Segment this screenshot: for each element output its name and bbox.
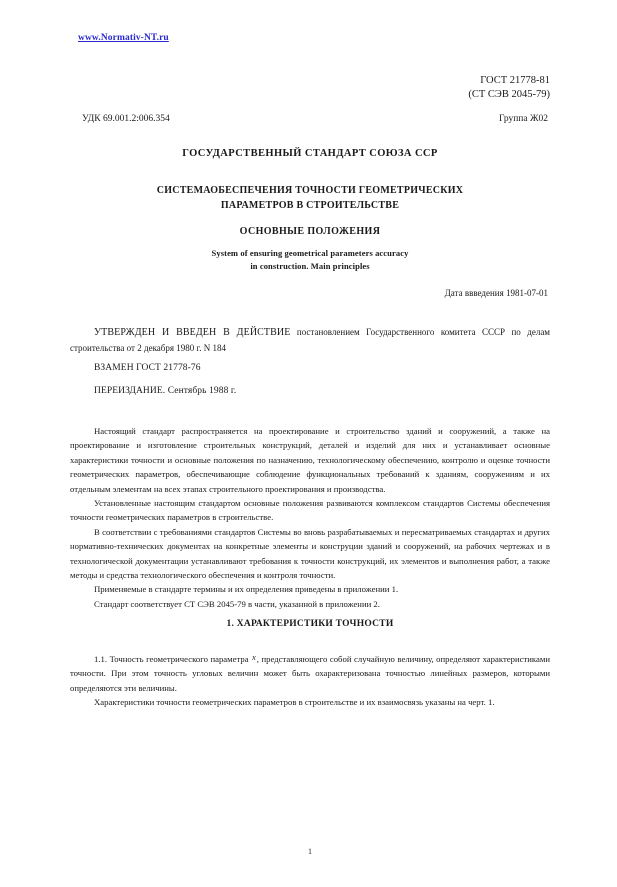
standard-equivalent: (СТ СЭВ 2045-79) [468, 88, 550, 100]
state-standard-heading: ГОСУДАРСТВЕННЫЙ СТАНДАРТ СОЮЗА ССР [182, 148, 438, 159]
section-heading: 1. ХАРАКТЕРИСТИКИ ТОЧНОСТИ [226, 619, 394, 629]
math-variable-x: x [252, 653, 256, 662]
udk-code: УДК 69.001.2:006.354 [82, 114, 170, 124]
approval-caps-lead: УТВЕРЖДЕН И ВВЕДЕН В ДЕЙСТВИЕ [94, 327, 291, 338]
page-subtitle: ОСНОВНЫЕ ПОЛОЖЕНИЯ [239, 226, 381, 237]
udk-group-row [82, 113, 550, 125]
page-content-area [70, 0, 550, 887]
clause-1-1-paragraph [70, 651, 550, 695]
replaces-note: ВЗАМЕН ГОСТ 21778-76 [94, 363, 201, 373]
english-title [70, 247, 550, 272]
standard-designation-block [468, 74, 550, 101]
date-of-introduction: Дата ввведения 1981-07-01 [444, 288, 548, 298]
body-paragraph: Применяемые в стандарте термины и их определения приведены в приложении 1. [94, 584, 399, 595]
approval-rest: постановлением Государственного комитета СССР по делам строительства от 2 декабря 1980 г. N 184 [70, 327, 551, 353]
reissue-note: ПЕРЕИЗДАНИЕ. Сентябрь 1988 г. [94, 386, 237, 396]
group-code: Группа Ж02 [498, 114, 548, 124]
english-title-line-1: System of ensuring geometrical parameters accuracy [211, 248, 409, 258]
page-number: 1 [307, 846, 313, 856]
clause-1-1-text-after: , представляющего собой случайную величину, определяют характеристиками точности. При этом точность угловых величин может быть охарактеризована точностью линейных размеров, которыми определяются эти величины. [70, 654, 551, 693]
approval-paragraph [70, 325, 550, 355]
body-paragraph: Установленные настоящим стандартом основные положения развиваются комплексом стандартов Системы обеспечения точности геометрических параметров в строительстве. [70, 498, 550, 523]
body-paragraph: Настоящий стандарт распространяется на проектирование и строительство зданий и сооружений, а также на проектирование и изготовление строительных конструкций, деталей и изделий для них и устанавливает основные характеристики точности и основные положения по назначению, технологическому обеспечению, контролю и оценке точности геометрических параметров, обеспечивающие соблюдение функциональных требований к зданиям, сооружениям и их отдельным элементам на всех этапах строительного проектирования и производства. [70, 426, 550, 494]
body-paragraph: Стандарт соответствует СТ СЭВ 2045-79 в части, указанной в приложении 2. [94, 598, 380, 609]
standard-number: ГОСТ 21778-81 [480, 75, 550, 86]
intro-body [70, 424, 550, 611]
body-paragraph: В соответствии с требованиями стандартов Системы во вновь разрабатываемых и пересматриваемых стандартах и других нормативно-технических документах на конкретные элементы и конструции зданий и сооружений, на рабочих чертежах и в технологической документации устанавливают требования к точности конструкций, их элементов и выполнения работ, а также методы и средства технологического обеспечения и контроля точности. [70, 526, 550, 581]
page-title-line-2: ПАРАМЕТРОВ В СТРОИТЕЛЬСТВЕ [220, 200, 400, 211]
clause-1-1-second-paragraph: Характеристики точности геометрических параметров в строительстве и их взаимосвязь указаны на черт. 1. [94, 697, 495, 708]
watermark-link[interactable]: www.Normativ-NT.ru [78, 33, 169, 43]
page-title-line-1: СИСТЕМАОБЕСПЕЧЕНИЯ ТОЧНОСТИ ГЕОМЕТРИЧЕСКИХ [156, 185, 464, 196]
clause-1-1-text-before: 1.1. Точность геометрического параметра [94, 654, 252, 664]
english-title-line-2: in construction. Main principles [250, 260, 370, 271]
clause-1-1 [70, 651, 550, 710]
page-title [70, 183, 550, 213]
